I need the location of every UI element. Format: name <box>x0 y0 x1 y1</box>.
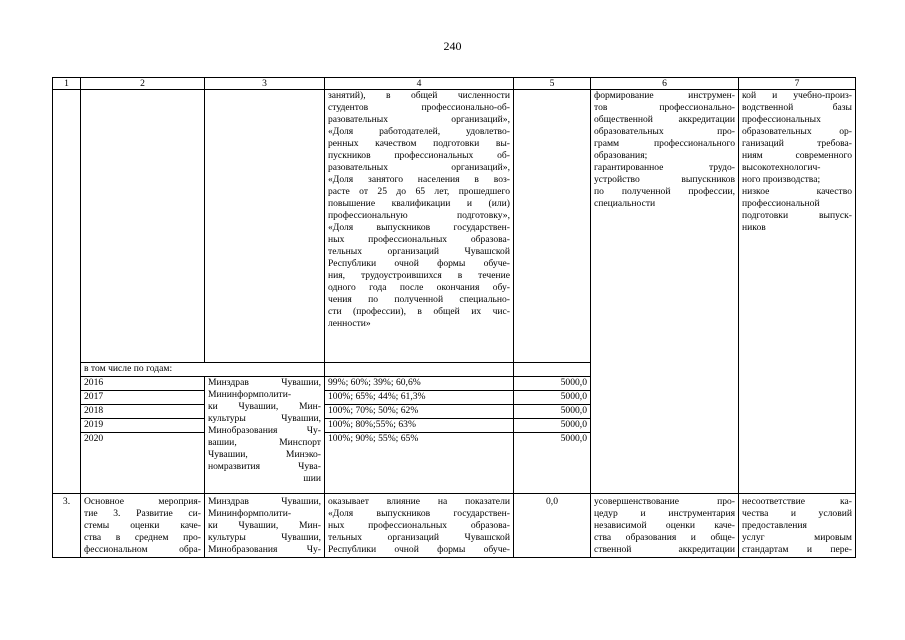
year-amount-cell: 5000,0 <box>514 419 591 433</box>
results-line: устройство выпускников <box>594 174 735 185</box>
measure-result-line: цедур и инструментария <box>594 508 735 519</box>
risks-line: профессиональных <box>742 114 821 125</box>
executors-cell <box>205 377 325 494</box>
indicators-line: ленности» <box>328 318 371 329</box>
indicators-line: одного года после окончания обу- <box>328 282 510 293</box>
measure-result-line: ственной аккредитации <box>594 544 735 555</box>
year-values-cell: 100%; 90%; 55%; 65% <box>325 433 514 494</box>
results-line: образовательных про- <box>594 126 735 137</box>
results-line: по полученной профессии, <box>594 186 735 197</box>
indicators-line: ных профессиональных образова- <box>328 234 510 245</box>
executor-line: шии <box>303 473 321 484</box>
risks-line: низкое качество <box>742 186 852 197</box>
results-line: общественной аккредитации <box>594 114 735 125</box>
measure-risk-line: несоответствие ка- <box>742 496 852 507</box>
measure-amount-cell: 0,0 <box>514 494 591 558</box>
year-amount-cell: 5000,0 <box>514 391 591 405</box>
header-cell: 2 <box>81 78 205 90</box>
measure-executor-line: Минздрав Чувашии, <box>208 496 321 507</box>
year-cell: 2020 <box>81 433 205 494</box>
indicators-line: тельных организаций Чувашской <box>328 246 510 257</box>
risks-line: кой и учебно-произ- <box>742 90 852 101</box>
indicators-line: «Доля работодателей, удовлетво- <box>328 126 510 137</box>
risks-line: водственной базы <box>742 102 852 113</box>
continuation-row <box>53 90 856 363</box>
program-table <box>52 77 856 558</box>
measure-name-line: ства в среднем про- <box>84 532 201 543</box>
measure-executor-line: культуры Чувашии, <box>208 532 321 543</box>
year-cell: 2018 <box>81 405 205 419</box>
measure-result-line: независимой оценки каче- <box>594 520 735 531</box>
page-number: 240 <box>443 39 462 53</box>
indicators-line: Республики очной формы обуче- <box>328 258 510 269</box>
results-line: специальности <box>594 198 656 209</box>
risks-line: ного производства; <box>742 174 821 185</box>
number-cell <box>53 90 81 494</box>
measure-executors-cell <box>205 494 325 558</box>
measure-risk-line: предоставления <box>742 520 807 531</box>
measure-3-row <box>53 494 856 558</box>
empty-cell <box>514 363 591 377</box>
indicators-line: профессиональную подготовку», <box>328 210 510 221</box>
empty-cell <box>325 363 514 377</box>
measure-name-line: стемы оценки каче- <box>84 520 201 531</box>
executor-line: номразвития Чува- <box>208 461 321 472</box>
year-cell: 2017 <box>81 391 205 405</box>
indicators-line: расте от 25 до 65 лет, прошедшего <box>328 186 510 197</box>
results-line: тов профессионально- <box>594 102 735 113</box>
year-cell: 2016 <box>81 377 205 391</box>
executor-line: Минздрав Чувашии, <box>208 377 321 388</box>
measure-impact-line: «Доля выпускников государствен- <box>328 508 510 519</box>
measure-result-line: ства образования и обще- <box>594 532 735 543</box>
empty-cell <box>205 363 325 377</box>
executor-line: ки Чувашии, Мин- <box>208 401 321 412</box>
indicators-line: ренных качеством подготовки вы- <box>328 138 510 149</box>
measure-name-line: фессиональном обра- <box>84 544 201 555</box>
measure-number: 3. <box>53 494 81 558</box>
measure-executor-line: Минобразования Чу- <box>208 544 321 555</box>
name-cell <box>81 90 205 363</box>
executor-line: вашии, Минспорт <box>208 437 321 448</box>
results-cell <box>591 90 739 494</box>
indicators-line: сти (профессии), в общей их чис- <box>328 306 510 317</box>
header-cell: 4 <box>325 78 514 90</box>
by-years-label: в том числе по годам: <box>81 363 205 377</box>
indicators-line: разовательных организаций», <box>328 114 510 125</box>
results-line: грамм профессионального <box>594 138 735 149</box>
measure-executor-line: Мининформполити- <box>208 508 292 519</box>
indicators-line: «Доля занятого населения в воз- <box>328 174 510 185</box>
results-line: формирование инструмен- <box>594 90 735 101</box>
column-number-row <box>53 78 856 90</box>
executor-line: Чувашии, Минэко- <box>208 449 321 460</box>
year-values-cell: 100%; 70%; 50%; 62% <box>325 405 514 419</box>
risks-line: ников <box>742 222 766 233</box>
indicators-line: студентов профессионально-об- <box>328 102 510 113</box>
executor-line: Минобразования Чу- <box>208 425 321 436</box>
results-line: образования; <box>594 150 648 161</box>
year-amount-cell: 5000,0 <box>514 405 591 419</box>
measure-impact-cell <box>325 494 514 558</box>
header-cell: 1 <box>53 78 81 90</box>
measure-risk-line: чества и условий <box>742 508 852 519</box>
executor-line: Мининформполити- <box>208 389 292 400</box>
risks-line: ганизаций требова- <box>742 138 852 149</box>
measure-impact-line: Республики очной формы обуче- <box>328 544 510 555</box>
measure-impact-line: оказывает влияние на показатели <box>328 496 510 507</box>
amount-cell <box>514 90 591 363</box>
risks-line: высокотехнологич- <box>742 162 821 173</box>
header-cell: 7 <box>739 78 856 90</box>
risks-line: ниям современного <box>742 150 852 161</box>
year-values-cell: 100%; 65%; 44%; 61,3% <box>325 391 514 405</box>
executor-line: культуры Чувашии, <box>208 413 321 424</box>
year-amount-cell: 5000,0 <box>514 377 591 391</box>
year-amount-cell: 5000,0 <box>514 433 591 494</box>
indicators-line: «Доля выпускников государствен- <box>328 222 510 233</box>
measure-result-cell <box>591 494 739 558</box>
measure-executor-line: ки Чувашии, Мин- <box>208 520 321 531</box>
measure-risk-cell <box>739 494 856 558</box>
measure-impact-line: тельных организаций Чувашской <box>328 532 510 543</box>
measure-risk-line: услуг мировым <box>742 532 852 543</box>
year-values-cell: 99%; 60%; 39%; 60,6% <box>325 377 514 391</box>
executor-cell <box>205 90 325 363</box>
year-values-cell: 100%; 80%;55%; 63% <box>325 419 514 433</box>
measure-risk-line: стандартам и пере- <box>742 544 852 555</box>
indicators-line: ния, трудоустроившихся в течение <box>328 270 510 281</box>
measure-name-cell <box>81 494 205 558</box>
indicators-line: пускников профессиональных об- <box>328 150 510 161</box>
risks-line: профессиональной <box>742 198 820 209</box>
indicators-line: повышение квалификации и (или) <box>328 198 510 209</box>
risks-line: образовательных ор- <box>742 126 852 137</box>
results-line: гарантированное трудо- <box>594 162 735 173</box>
header-cell: 3 <box>205 78 325 90</box>
indicators-cell <box>325 90 514 363</box>
year-cell: 2019 <box>81 419 205 433</box>
risks-line: подготовки выпуск- <box>742 210 852 221</box>
indicators-line: разовательных организаций», <box>328 162 510 173</box>
header-cell: 6 <box>591 78 739 90</box>
indicators-line: занятий), в общей численности <box>328 90 510 101</box>
risks-cell <box>739 90 856 494</box>
measure-name-line: тие 3. Развитие си- <box>84 508 201 519</box>
measure-name-line: Основное мероприя- <box>84 496 201 507</box>
measure-result-line: усовершенствование про- <box>594 496 735 507</box>
indicators-line: чения по полученной специально- <box>328 294 510 305</box>
header-cell: 5 <box>514 78 591 90</box>
measure-impact-line: ных профессиональных образова- <box>328 520 510 531</box>
